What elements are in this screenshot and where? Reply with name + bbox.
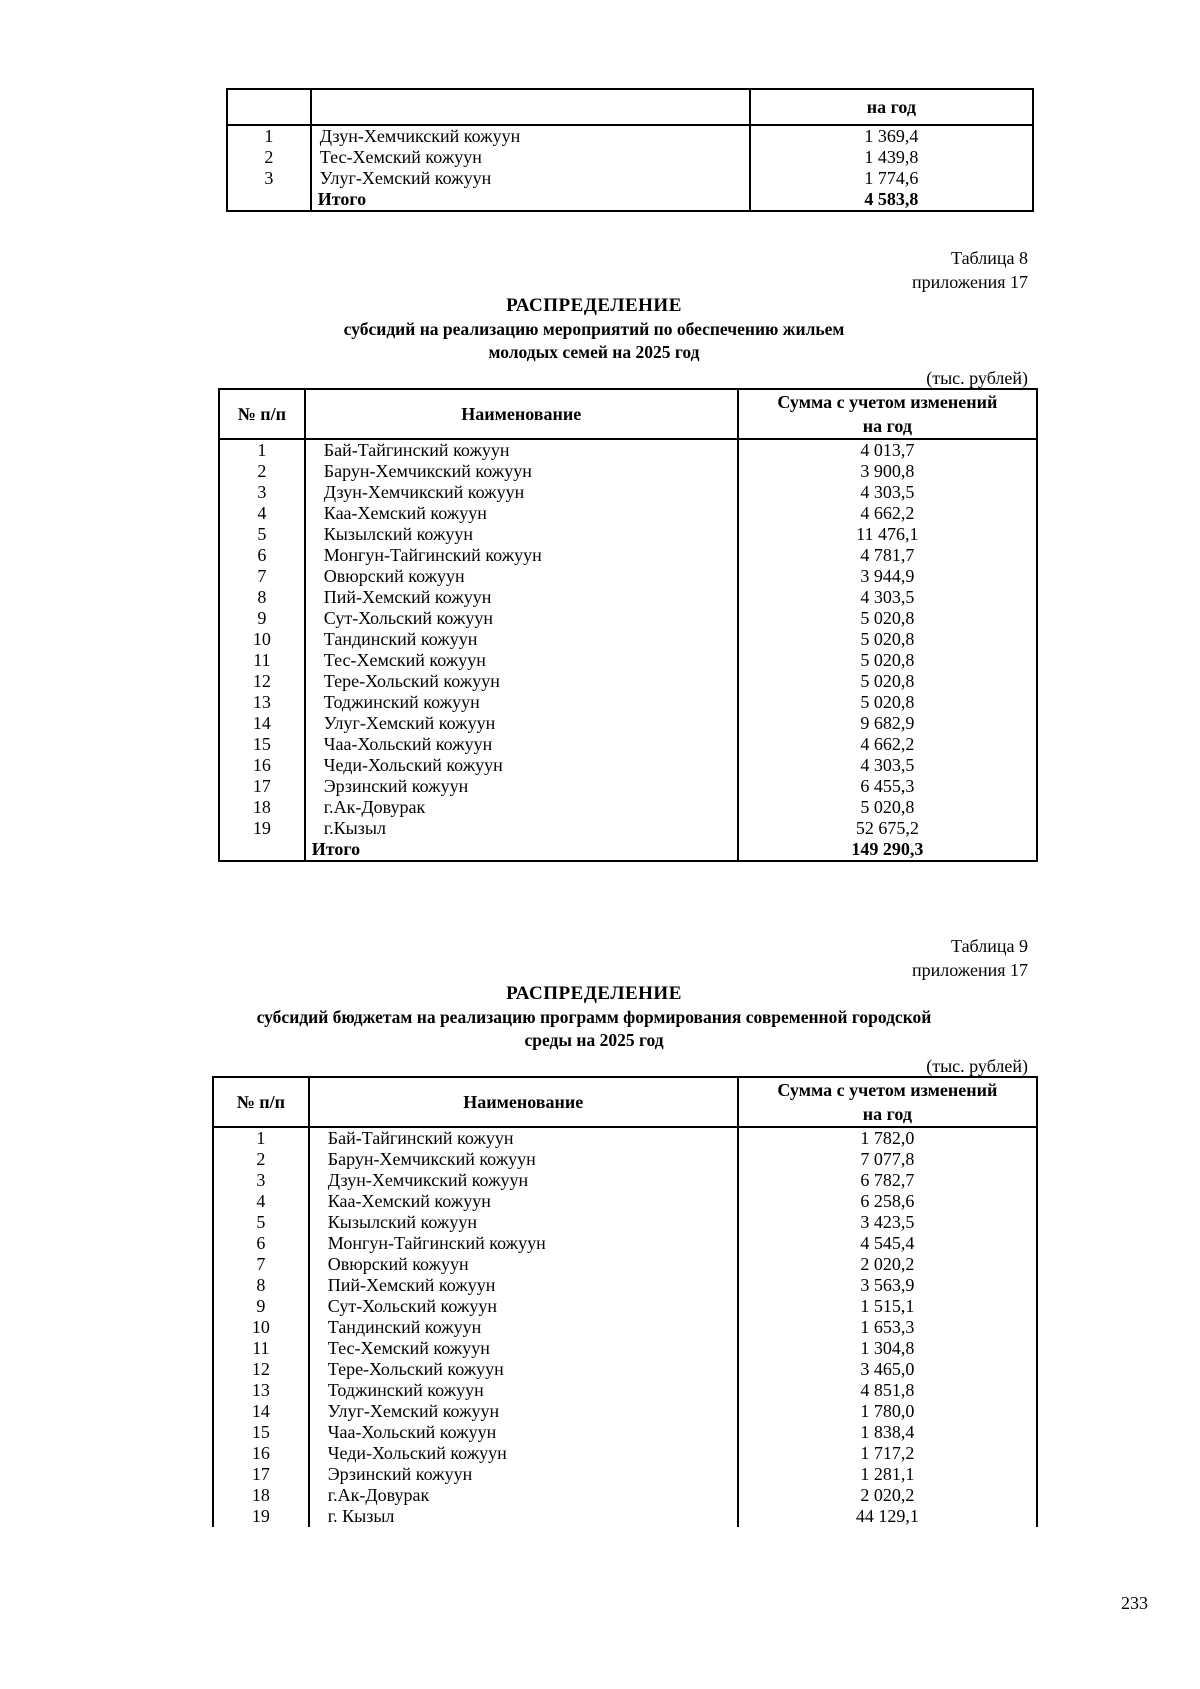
- table-8-reference: [912, 246, 1028, 294]
- row-number: 11: [213, 1338, 309, 1359]
- row-number: 13: [213, 1380, 309, 1401]
- row-name: Тес-Хемский кожуун: [311, 147, 750, 168]
- row-number: 5: [219, 524, 305, 545]
- row-number: 14: [219, 713, 305, 734]
- row-sum: 4 545,4: [860, 1233, 915, 1253]
- table-row: [227, 168, 1033, 189]
- header-name-cell: [311, 89, 750, 125]
- table-row: [219, 524, 1037, 545]
- table-row: [219, 439, 1037, 461]
- table-header-row: [227, 89, 1033, 125]
- row-name: Бай-Тайгинский кожуун: [305, 439, 738, 461]
- row-sum: 44 129,1: [855, 1506, 919, 1526]
- row-number: 13: [219, 692, 305, 713]
- row-sum: 4 662,2: [860, 734, 915, 754]
- row-sum: 6 258,6: [860, 1191, 915, 1211]
- row-name: г.Ак-Довурак: [309, 1485, 738, 1506]
- row-name: Дзун-Хемчикский кожуун: [311, 125, 750, 147]
- row-number: 7: [213, 1254, 309, 1275]
- row-name: Тес-Хемский кожуун: [305, 650, 738, 671]
- row-name: г.Кызыл: [305, 818, 738, 839]
- header-sum-line2: на год: [862, 1104, 912, 1124]
- table-row: [213, 1127, 1037, 1149]
- row-number: 15: [213, 1422, 309, 1443]
- row-sum: 1 369,4: [864, 126, 919, 146]
- table-row: [219, 734, 1037, 755]
- row-number: 17: [213, 1464, 309, 1485]
- table-number: Таблица 9: [951, 936, 1028, 956]
- row-name: Дзун-Хемчикский кожуун: [309, 1170, 738, 1191]
- row-number: 3: [219, 482, 305, 503]
- row-sum: 1 838,4: [860, 1422, 915, 1442]
- row-name: Бай-Тайгинский кожуун: [309, 1127, 738, 1149]
- row-name: Каа-Хемский кожуун: [305, 503, 738, 524]
- table-row: [213, 1380, 1037, 1401]
- appendix-reference: приложения 17: [911, 960, 1028, 980]
- row-number: 17: [219, 776, 305, 797]
- table-row: [219, 650, 1037, 671]
- row-sum: 5 020,8: [860, 692, 915, 712]
- row-name: Монгун-Тайгинский кожуун: [305, 545, 738, 566]
- row-sum: 7 077,8: [860, 1149, 915, 1169]
- table-row: [219, 608, 1037, 629]
- row-sum: 4 303,5: [860, 755, 915, 775]
- heading-subtitle: молодых семей на 2025 год: [488, 342, 700, 362]
- page-number: 233: [1121, 1593, 1148, 1613]
- heading-title: РАСПРЕДЕЛЕНИЕ: [506, 295, 682, 316]
- appendix-reference: приложения 17: [911, 272, 1028, 292]
- row-sum: 4 303,5: [860, 587, 915, 607]
- table-row: [213, 1191, 1037, 1212]
- table-row: [213, 1296, 1037, 1317]
- row-sum: 3 465,0: [860, 1359, 915, 1379]
- table-row: [219, 755, 1037, 776]
- table-row: [213, 1275, 1037, 1296]
- row-sum: 1 717,2: [860, 1443, 915, 1463]
- row-sum: 9 682,9: [860, 713, 915, 733]
- row-name: Каа-Хемский кожуун: [309, 1191, 738, 1212]
- row-sum: 1 774,6: [864, 168, 919, 188]
- row-sum: 3 423,5: [860, 1212, 915, 1232]
- row-name: г. Кызыл: [309, 1506, 738, 1527]
- row-number: 19: [219, 818, 305, 839]
- row-number: 18: [219, 797, 305, 818]
- row-sum: 6 782,7: [860, 1170, 915, 1190]
- table-8: [218, 388, 1038, 862]
- row-sum: 4 303,5: [860, 482, 915, 502]
- row-name: г.Ак-Довурак: [305, 797, 738, 818]
- table-8-heading: [0, 294, 1194, 364]
- row-name: Тес-Хемский кожуун: [309, 1338, 738, 1359]
- table-row: [213, 1359, 1037, 1380]
- row-name: Овюрский кожуун: [309, 1254, 738, 1275]
- row-number: 19: [213, 1506, 309, 1527]
- row-name: Тандинский кожуун: [305, 629, 738, 650]
- row-name: Пий-Хемский кожуун: [309, 1275, 738, 1296]
- row-sum: 52 675,2: [855, 818, 919, 838]
- row-number: 5: [213, 1212, 309, 1233]
- row-sum: 1 281,1: [860, 1464, 915, 1484]
- table-body: [227, 125, 1033, 189]
- row-sum: 6 455,3: [860, 776, 915, 796]
- row-sum: 3 563,9: [860, 1275, 915, 1295]
- row-sum: 5 020,8: [860, 650, 915, 670]
- row-number: 16: [213, 1443, 309, 1464]
- row-sum: 3 944,9: [860, 566, 915, 586]
- row-name: Барун-Хемчикский кожуун: [309, 1149, 738, 1170]
- table-row: [213, 1149, 1037, 1170]
- table-row: [219, 776, 1037, 797]
- table-row: [213, 1443, 1037, 1464]
- row-name: Кызылский кожуун: [305, 524, 738, 545]
- row-number: 8: [213, 1275, 309, 1296]
- header-num: № п/п: [213, 1077, 309, 1127]
- table-7-continued: [226, 88, 1034, 212]
- row-sum: 3 900,8: [860, 461, 915, 481]
- heading-title: РАСПРЕДЕЛЕНИЕ: [506, 983, 682, 1004]
- row-sum: 1 782,0: [860, 1128, 915, 1148]
- row-name: Тоджинский кожуун: [309, 1380, 738, 1401]
- table-9-heading: [0, 982, 1194, 1052]
- total-label: Итого: [311, 189, 750, 211]
- row-number: 2: [213, 1149, 309, 1170]
- row-number: 15: [219, 734, 305, 755]
- total-row: [227, 189, 1033, 211]
- heading-subtitle: субсидий на реализацию мероприятий по обеспечению жильем: [343, 319, 845, 339]
- row-number: 3: [213, 1170, 309, 1191]
- row-number: 8: [219, 587, 305, 608]
- row-number: 9: [213, 1296, 309, 1317]
- row-sum: 2 020,2: [860, 1485, 915, 1505]
- unit-label: (тыс. рублей): [926, 1056, 1028, 1076]
- row-sum: 1 304,8: [860, 1338, 915, 1358]
- row-name: Чаа-Хольский кожуун: [309, 1422, 738, 1443]
- row-number: 1: [219, 439, 305, 461]
- table-row: [219, 503, 1037, 524]
- row-name: Тандинский кожуун: [309, 1317, 738, 1338]
- table-row: [219, 692, 1037, 713]
- table-body: [219, 439, 1037, 839]
- row-number: 11: [219, 650, 305, 671]
- table-row: [213, 1485, 1037, 1506]
- total-row: [219, 839, 1037, 861]
- row-sum: 1 439,8: [864, 147, 919, 167]
- row-name: Овюрский кожуун: [305, 566, 738, 587]
- row-name: Тере-Хольский кожуун: [305, 671, 738, 692]
- table-row: [213, 1338, 1037, 1359]
- table-row: [219, 713, 1037, 734]
- table-row: [219, 482, 1037, 503]
- row-name: Пий-Хемский кожуун: [305, 587, 738, 608]
- row-number: 6: [219, 545, 305, 566]
- total-value: 4 583,8: [864, 189, 919, 209]
- row-sum: 4 013,7: [860, 440, 915, 460]
- table-row: [219, 818, 1037, 839]
- table-row: [213, 1464, 1037, 1485]
- total-label: Итого: [305, 839, 738, 861]
- row-name: Эрзинский кожуун: [309, 1464, 738, 1485]
- table-number: Таблица 8: [951, 248, 1028, 268]
- table-row: [219, 587, 1037, 608]
- total-value: 149 290,3: [851, 839, 924, 859]
- row-name: Улуг-Хемский кожуун: [311, 168, 750, 189]
- row-number: 10: [213, 1317, 309, 1338]
- row-name: Барун-Хемчикский кожуун: [305, 461, 738, 482]
- table-row: [227, 125, 1033, 147]
- row-number: 10: [219, 629, 305, 650]
- header-sum: [738, 389, 1037, 439]
- table-header-row: [219, 389, 1037, 439]
- row-name: Чеди-Хольский кожуун: [309, 1443, 738, 1464]
- table-row: [213, 1212, 1037, 1233]
- row-sum: 1 780,0: [860, 1401, 915, 1421]
- table-row: [219, 461, 1037, 482]
- table-row: [213, 1233, 1037, 1254]
- row-number: 1: [213, 1127, 309, 1149]
- row-name: Дзун-Хемчикский кожуун: [305, 482, 738, 503]
- row-name: Монгун-Тайгинский кожуун: [309, 1233, 738, 1254]
- header-name: Наименование: [309, 1077, 738, 1127]
- table-row: [219, 545, 1037, 566]
- table-body: [213, 1127, 1037, 1527]
- row-number: 12: [213, 1359, 309, 1380]
- row-number: 1: [227, 125, 311, 147]
- row-number: 16: [219, 755, 305, 776]
- row-number: 2: [219, 461, 305, 482]
- table-row: [219, 797, 1037, 818]
- row-name: Тоджинский кожуун: [305, 692, 738, 713]
- table-9: [212, 1076, 1038, 1527]
- row-sum: 4 781,7: [860, 545, 915, 565]
- row-number: 14: [213, 1401, 309, 1422]
- header-num: № п/п: [219, 389, 305, 439]
- table-row: [213, 1170, 1037, 1191]
- header-sum: на год: [750, 89, 1033, 125]
- table-9-reference: [912, 934, 1028, 982]
- row-number: 4: [213, 1191, 309, 1212]
- row-name: Улуг-Хемский кожуун: [305, 713, 738, 734]
- row-sum: 1 653,3: [860, 1317, 915, 1337]
- header-sum: [738, 1077, 1037, 1127]
- table-row: [219, 671, 1037, 692]
- heading-subtitle: субсидий бюджетам на реализацию программ формирования современной городской: [256, 1007, 932, 1027]
- table-row: [213, 1401, 1037, 1422]
- unit-label: (тыс. рублей): [926, 368, 1028, 388]
- row-name: Кызылский кожуун: [309, 1212, 738, 1233]
- row-sum: 2 020,2: [860, 1254, 915, 1274]
- header-sum-line2: на год: [862, 416, 912, 436]
- row-name: Улуг-Хемский кожуун: [309, 1401, 738, 1422]
- row-number: 4: [219, 503, 305, 524]
- row-number: 7: [219, 566, 305, 587]
- row-name: Эрзинский кожуун: [305, 776, 738, 797]
- header-sum-line1: Сумма с учетом изменений: [777, 392, 998, 412]
- table-header-row: [213, 1077, 1037, 1127]
- row-name: Тере-Хольский кожуун: [309, 1359, 738, 1380]
- row-name: Чеди-Хольский кожуун: [305, 755, 738, 776]
- table-row: [219, 566, 1037, 587]
- table-row: [219, 629, 1037, 650]
- table-row: [213, 1317, 1037, 1338]
- row-sum: 1 515,1: [860, 1296, 915, 1316]
- row-sum: 5 020,8: [860, 671, 915, 691]
- table-row: [213, 1422, 1037, 1443]
- row-number: 6: [213, 1233, 309, 1254]
- header-sum-line1: Сумма с учетом изменений: [777, 1080, 998, 1100]
- table-row: [213, 1506, 1037, 1527]
- table-row: [213, 1254, 1037, 1275]
- row-sum: 4 662,2: [860, 503, 915, 523]
- header-num-cell: [227, 89, 311, 125]
- row-number: 3: [227, 168, 311, 189]
- header-name: Наименование: [305, 389, 738, 439]
- row-sum: 5 020,8: [860, 797, 915, 817]
- row-sum: 5 020,8: [860, 629, 915, 649]
- row-sum: 5 020,8: [860, 608, 915, 628]
- row-name: Чаа-Хольский кожуун: [305, 734, 738, 755]
- row-number: 12: [219, 671, 305, 692]
- table-row: [227, 147, 1033, 168]
- row-sum: 4 851,8: [860, 1380, 915, 1400]
- heading-subtitle: среды на 2025 год: [524, 1030, 664, 1050]
- row-number: 18: [213, 1485, 309, 1506]
- row-number: 9: [219, 608, 305, 629]
- row-sum: 11 476,1: [856, 524, 919, 544]
- row-name: Сут-Хольский кожуун: [309, 1296, 738, 1317]
- row-name: Сут-Хольский кожуун: [305, 608, 738, 629]
- row-number: 2: [227, 147, 311, 168]
